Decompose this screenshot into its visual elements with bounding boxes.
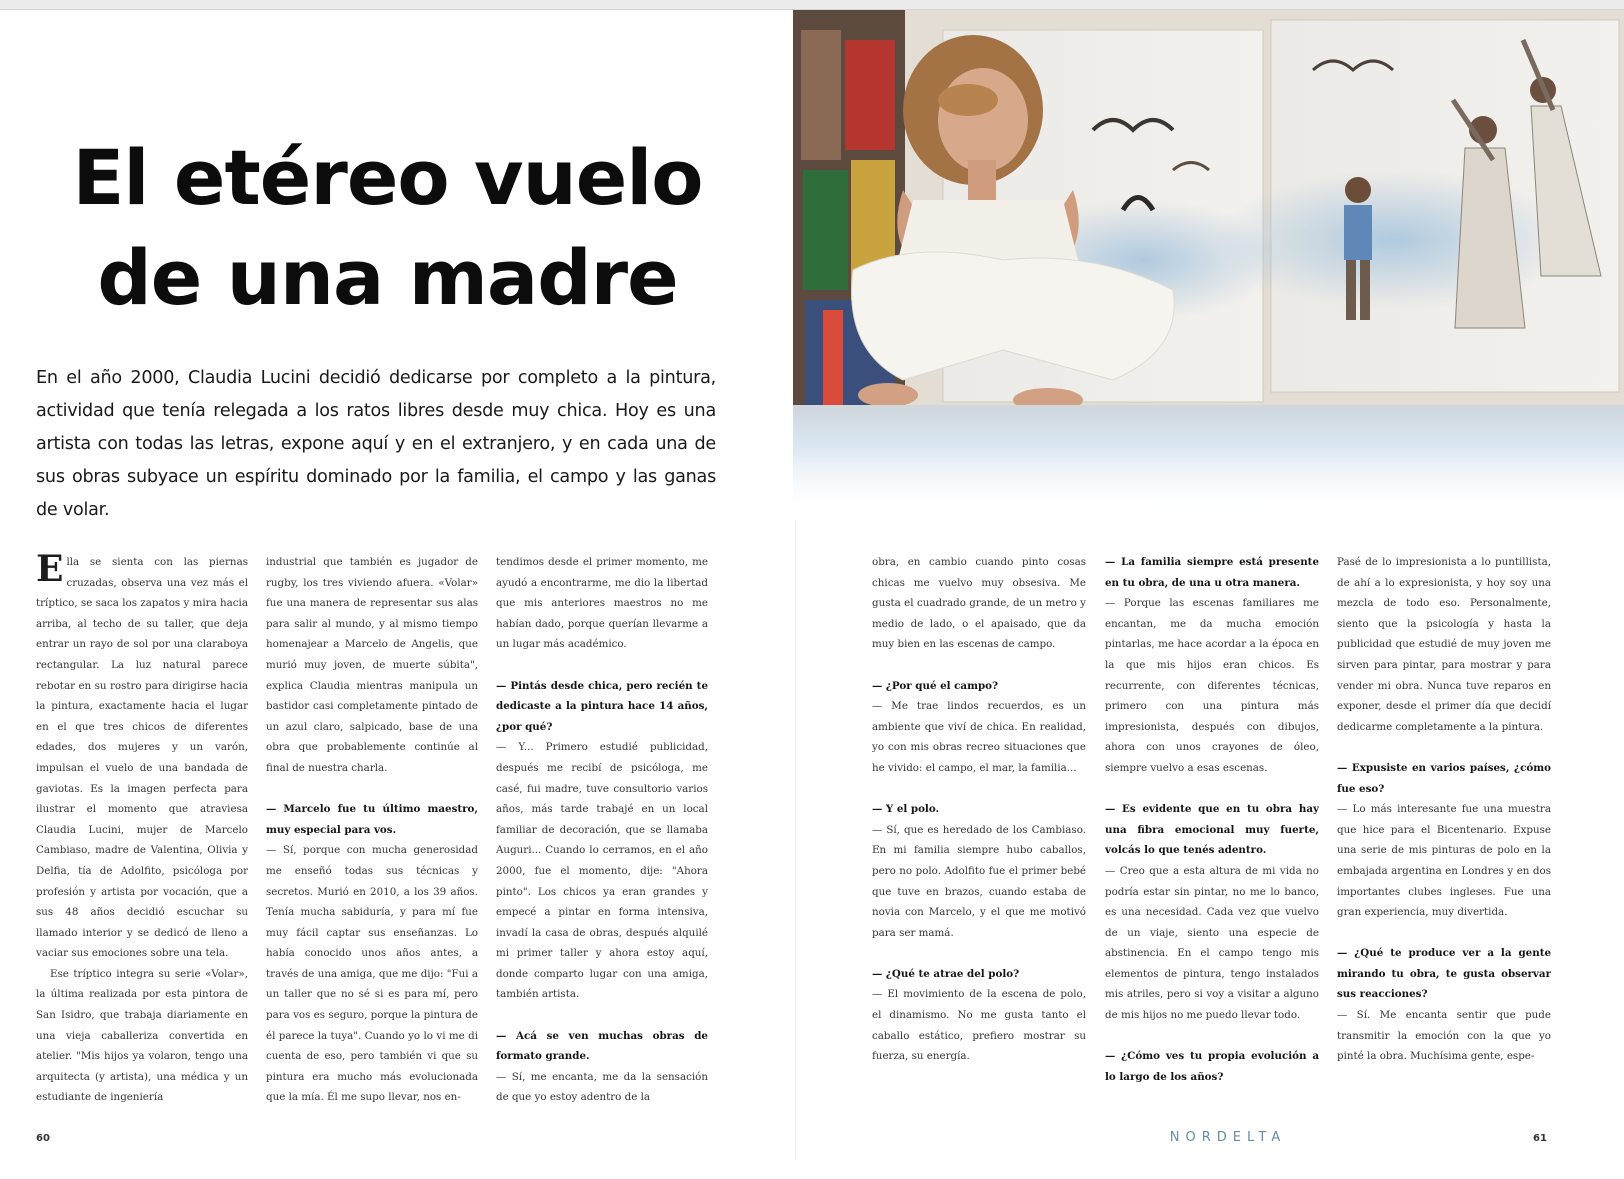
- drop-cap: E: [36, 552, 64, 590]
- viewer-top-bar: [0, 0, 1624, 10]
- interview-answer: — El movimiento de la escena de polo, el dinamismo. No me gusta tanto el caballo estático, prefiero mostrar su fuerza, su energía.: [872, 988, 1086, 1063]
- article-title: El etéreo vuelo de una madre: [72, 133, 703, 322]
- interview-question: — ¿Por qué el campo?: [872, 679, 999, 692]
- interview-answer: — Creo que a esta altura de mi vida no podría estar sin pintar, no me lo banco, es una necesidad. Cada vez que vuelvo de un viaje, siento una especie de abstinencia. En el campo tengo mis elementos de pintura, tengo instalados mis atriles, pero si voy a visitar a alguno de mis hijos no me puedo llevar todo.: [1105, 864, 1319, 1022]
- interview-answer: — Y... Primero estudié publicidad, después me recibí de psicóloga, me casé, fui madre, tuve consultorio varios años, más tarde trabajé en un local familiar de decoración, que se llamaba Auguri... Cuando lo cerramos, en el año 2000, fue el momento, dije: "Ahora pinto". Los chicos ya eran grandes y empecé a pintar en forma intensiva, invadí la casa de obras, después alquilé mi primer taller y ahora estoy aquí, donde comparto lugar con una amiga, también artista.: [496, 741, 708, 1001]
- interview-answer: — Porque las escenas familiares me encantan, me da mucha emoción pintarlas, me hace acordar a la época en la que mis hijos eran chicos. Es recurrente, con diferentes técnicas, primero con una pintura más impresionista, después con dibujos, ahora con unos crayones de óleo, siempre vuelvo a esas escenas.: [1105, 597, 1319, 774]
- interview-answer: — Sí, me encanta, me da la sensación de que yo estoy adentro de la: [496, 1070, 708, 1104]
- interview-answer: — Sí. Me encanta sentir que pude transmitir la emoción con la que yo pinté la obra. Muchísima gente, espe-: [1337, 1009, 1551, 1063]
- article-intro: En el año 2000, Claudia Lucini decidió dedicarse por completo a la pintura, actividad que tenía relegada a los ratos libres desde muy chica. Hoy es una artista con todas las letras, expone aquí y en el extranjero, y en cada una de sus obras subyace un espíritu dominado por la familia, el campo y las ganas de volar.: [36, 368, 716, 520]
- page-number-right: 61: [1533, 1133, 1547, 1144]
- page-number-left: 60: [36, 1133, 50, 1144]
- artist-photo: [793, 10, 1624, 516]
- text-column-3: [496, 552, 708, 1104]
- paragraph: lla se sienta con las piernas cruzadas, observa una vez más el tríptico, se saca los zapatos y mira hacia arriba, al techo de su taller, que deja entrar un rayo de sol por una claraboya rectangular. La luz natural parece rebotar en su rostro para dirigirse hacia la pintura, exactamente hacia el lugar en el que tres chicos de diferentes edades, dos mujeres y un varón, impulsan el vuelo de una bandada de gaviotas. Es la imagen perfecta para ilustrar el momento que atraviesa Claudia Lucini, mujer de Marcelo Cambiaso, madre de Valentina, Olivia y Delfia, tía de Adolfito, psicóloga por profesión y artista por vocación, que a sus 48 años decidió escuchar su llamado interior y se dedicó de lleno a vaciar sus emociones sobre una tela.: [36, 556, 248, 960]
- paragraph: industrial que también es jugador de rugby, los tres viviendo afuera. «Volar» fue una manera de representar sus alas para salir al mundo, y al mismo tiempo homenajear a Marcelo de Angelis, que murió muy joven, de muerte súbita", explica Claudia mientras manipula un bastidor casi completamente pintado de un azul claro, salpicado, base de una obra que probablemente continúe al final de nuestra charla.: [266, 556, 478, 774]
- interview-answer: — Me trae lindos recuerdos, es un ambiente que viví de chica. En realidad, yo con mis obras recreo situaciones que he vivido: el campo, el mar, la familia...: [872, 700, 1086, 774]
- interview-question: — ¿Qué te atrae del polo?: [872, 967, 1020, 980]
- interview-question: — ¿Cómo ves tu propia evolución a lo largo de los años?: [1105, 1050, 1319, 1083]
- interview-question: — Pintás desde chica, pero recién te dedicaste a la pintura hace 14 años, ¿por qué?: [496, 679, 708, 733]
- interview-answer: — Lo más interesante fue una muestra que hice para el Bicentenario. Expuse una serie de mis pinturas de polo en la embajada argentina en Londres y en dos importantes clubes ingleses. Fue una gran experiencia, muy divertida.: [1337, 803, 1551, 919]
- paragraph: tendimos desde el primer momento, me ayudó a encontrarme, me dio la libertad que mis anteriores maestros no me habían dado, porque querían llevarme a un lugar más académico.: [496, 556, 708, 651]
- interview-question: — Es evidente que en tu obra hay una fibra emocional muy fuerte, volcás lo que tenés adentro.: [1105, 803, 1319, 857]
- text-column-2: [266, 552, 478, 1104]
- interview-question: — ¿Qué te produce ver a la gente mirando tu obra, te gusta observar sus reacciones?: [1337, 947, 1551, 1001]
- interview-question: — La familia siempre está presente en tu obra, de una u otra manera.: [1105, 556, 1319, 589]
- interview-question: — Marcelo fue tu último maestro, muy especial para vos.: [266, 803, 478, 836]
- interview-question: — Acá se ven muchas obras de formato grande.: [496, 1029, 708, 1063]
- paragraph: obra, en cambio cuando pinto cosas chicas me vuelvo muy obsesiva. Me gusta el cuadrado grande, de un metro y medio de lado, o el apaisado, que da muy bien en las escenas de campo.: [872, 556, 1086, 651]
- paragraph: Pasé de lo impresionista a lo puntillista, de ahí a lo expresionista, y hoy soy una mezcla de todo eso. Personalmente, siento que la psicología y hasta la publicidad que estudié de muy joven me sirven para pintar, para mostrar y para vender mi obra. Nunca tuve reparos en exponer, desde el primer día que decidí dedicarme completamente a la pintura.: [1337, 556, 1551, 733]
- text-column-5: [1105, 552, 1319, 1104]
- interview-question: — Expusiste en varios países, ¿cómo fue eso?: [1337, 761, 1551, 795]
- text-column-1: [36, 552, 248, 1104]
- text-column-6: [1337, 552, 1551, 1104]
- interview-question: — Y el polo.: [872, 803, 940, 816]
- interview-answer: — Sí, porque con mucha generosidad me enseñó todas sus técnicas y secretos. Murió en 2010, a los 39 años. Tenía mucha sabiduría, y para mí fue muy fácil captar sus enseñanzas. Lo había conocido unos años antes, a través de una amiga, que me dijo: "Fui a un taller que no sé si es para mí, pero para vos es seguro, porque la pintura de él parece la tuya". Cuando yo lo vi me di cuenta de eso, pero también vi que su pintura era mucho más evolucionada que la mía. Él me supo llevar, nos en-: [266, 844, 478, 1104]
- text-column-4: [872, 552, 1086, 1104]
- magazine-brand: NORDELTA: [1169, 1130, 1287, 1145]
- paragraph: Ese tríptico integra su serie «Volar», la última realizada por esta pintora de San Isidro, que trabaja diariamente en una vieja caballeriza convertida en atelier. "Mis hijos ya volaron, tengo una arquitecta (y artista), una médica y un estudiante de ingeniería: [36, 967, 248, 1104]
- page-spine: [795, 520, 796, 1160]
- interview-answer: — Sí, que es heredado de los Cambiaso. En mi familia siempre hubo caballos, pero no polo. Adolfito fue el primer bebé que tuve en brazos, cuando estaba de novia con Marcelo, y el que me motivó para ser mamá.: [872, 823, 1086, 939]
